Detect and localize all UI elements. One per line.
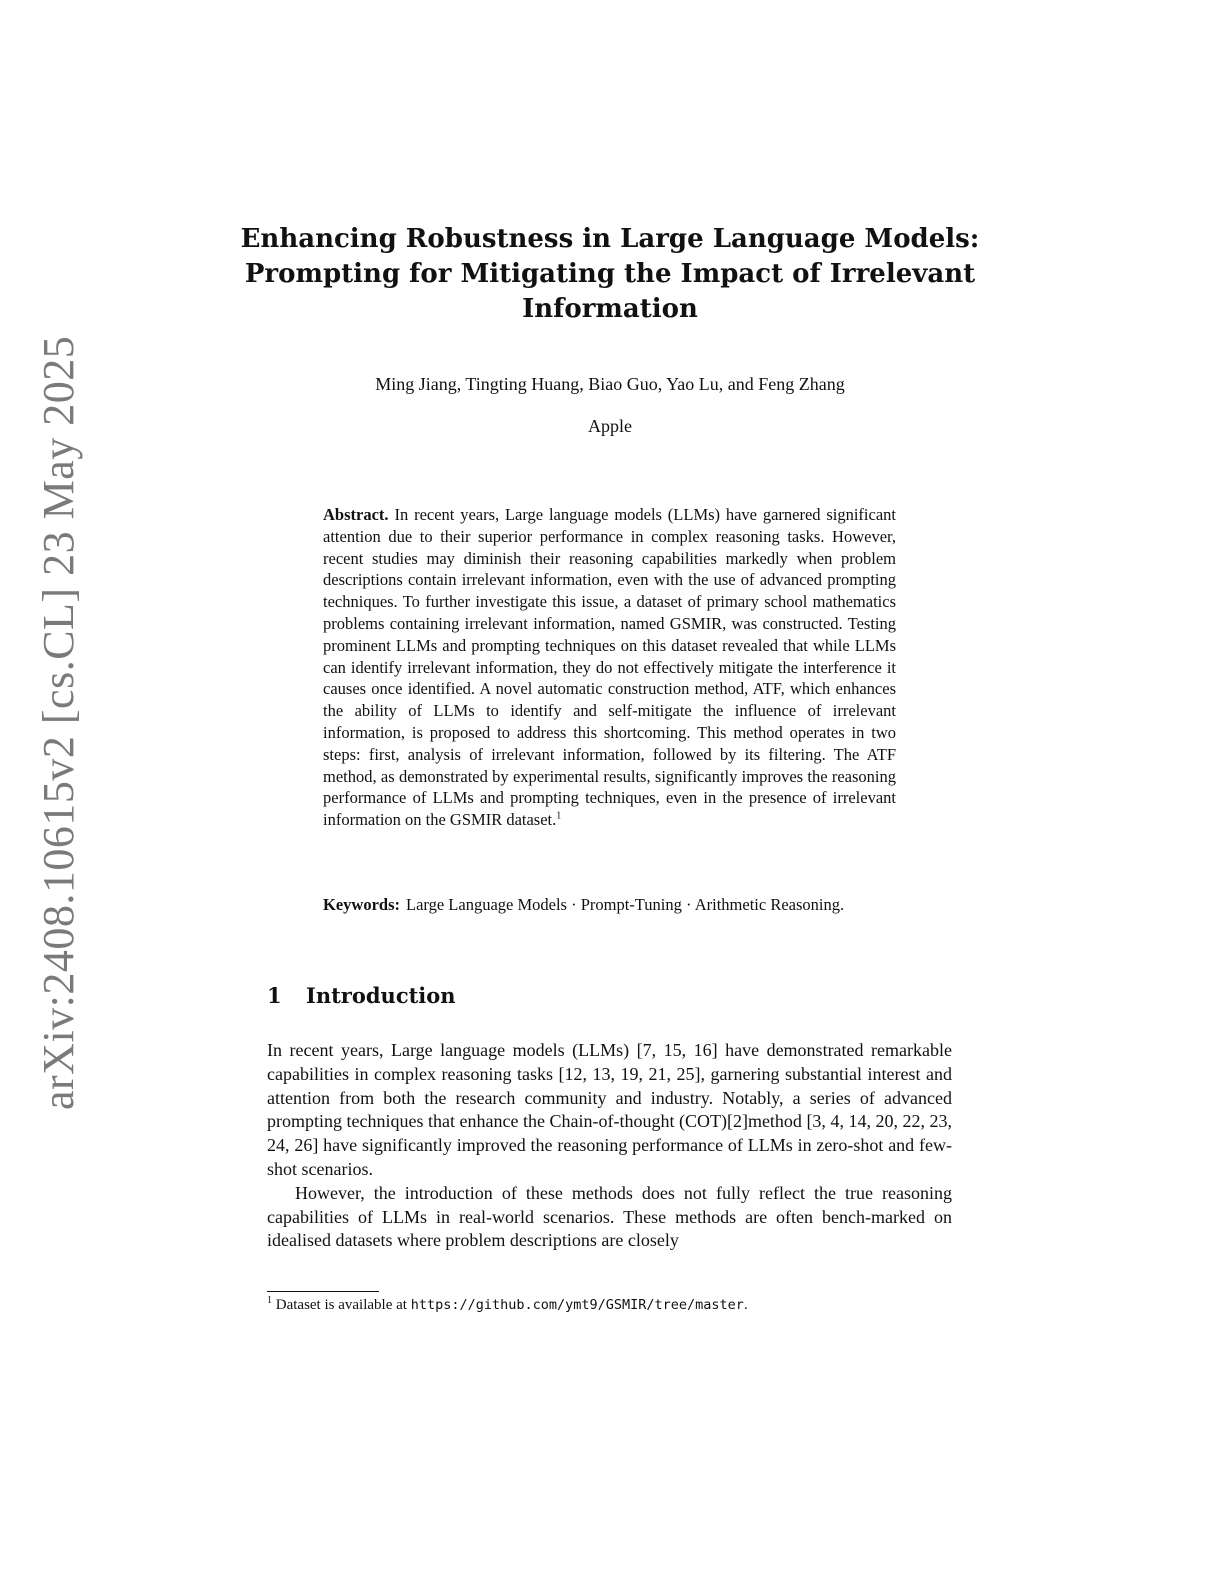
arxiv-identifier-stamp: arXiv:2408.10615v2 [cs.CL] 23 May 2025: [34, 335, 83, 1110]
section-number: 1: [267, 983, 282, 1008]
section-title: Introduction: [306, 983, 456, 1008]
footnote-link[interactable]: https://github.com/ymt9/GSMIR/tree/master: [410, 1297, 744, 1313]
paper-title: Enhancing Robustness in Large Language Models: Prompting for Mitigating the Impact of Irrelevant Information: [240, 224, 980, 324]
intro-paragraph: However, the introduction of these methods does not fully reflect the true reasoning capabilities of LLMs in real-world scenarios. These methods are often bench-marked on idealised datasets where problem descriptions are closely: [267, 1182, 952, 1251]
author-list: Ming Jiang, Tingting Huang, Biao Guo, Yao Lu, and Feng Zhang: [375, 374, 845, 394]
keywords-text: Large Language Models · Prompt-Tuning · Arithmetic Reasoning.: [406, 895, 845, 914]
footnote-mark: 1: [267, 1295, 272, 1306]
intro-paragraph: In recent years, Large language models (LLMs) [7, 15, 16] have demonstrated remarkable capabilities in complex reasoning tasks [12, 13, 19, 21, 25], garnering substantial interest and attention from both the research community and industry. Notably, a series of advanced prompting techniques that enhance the Chain-of-thought (COT)[2]method [3, 4, 14, 20, 22, 23, 24, 26] have significantly improved the reasoning performance of LLMs in zero-shot and few-shot scenarios.: [267, 1040, 952, 1179]
abstract-label: Abstract.: [323, 505, 389, 524]
footnote-divider: [267, 1291, 379, 1292]
footnote-end: .: [743, 1297, 748, 1313]
abstract-footnote-mark[interactable]: 1: [556, 810, 562, 822]
section-heading-introduction: [267, 982, 456, 1010]
affiliation: Apple: [588, 416, 632, 436]
keywords-label: Keywords:: [323, 895, 400, 914]
abstract: [323, 504, 896, 831]
introduction-body: [267, 1039, 952, 1253]
abstract-text: In recent years, Large language models (LLMs) have garnered significant attention due to their superior performance in complex reasoning tasks. However, recent studies may diminish their reasoning capabilities markedly when problem descriptions contain irrelevant information, even with the use of advanced prompting techniques. To further investigate this issue, a dataset of primary school mathematics problems containing irrelevant information, named GSMIR, was constructed. Testing prominent LLMs and prompting techniques on this dataset revealed that while LLMs can identify irrelevant information, they do not effectively mitigate the interference it causes once identified. A novel automatic construction method, ATF, which enhances the ability of LLMs to identify and self-mitigate the influence of irrelevant information, is proposed to address this shortcoming. This method operates in two steps: first, analysis of irrelevant information, followed by its filtering. The ATF method, as demonstrated by experimental results, significantly improves the reasoning performance of LLMs and prompting techniques, even in the presence of irrelevant information on the GSMIR dataset.: [323, 505, 896, 830]
footnote: [267, 1295, 952, 1315]
footnote-text: Dataset is available at: [275, 1297, 407, 1313]
keywords: [323, 894, 896, 916]
